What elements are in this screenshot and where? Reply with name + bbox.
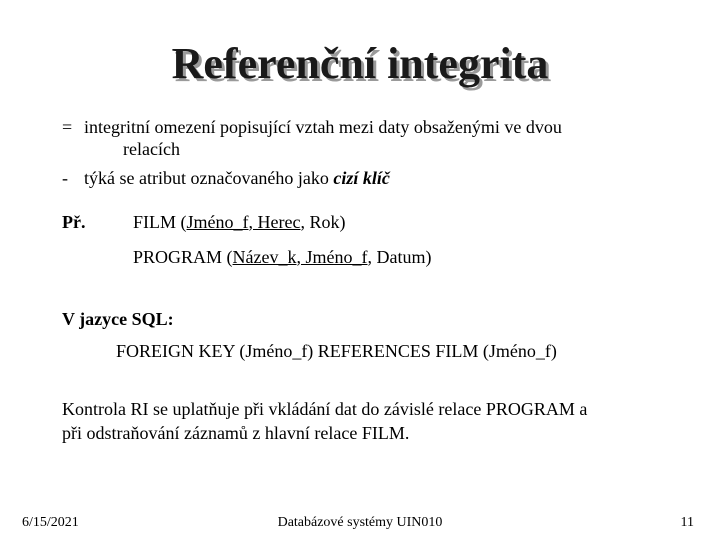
bullet-line: [84, 167, 390, 189]
slide-title: Referenční integrita: [171, 39, 549, 88]
program-attr-jmeno: Jméno_f: [305, 247, 368, 267]
bullet-marker: -: [62, 168, 68, 188]
sql-statement: FOREIGN KEY (Jméno_f) REFERENCES FILM (Jméno_f): [116, 341, 557, 361]
program-relation: [133, 246, 431, 268]
program-sep: ,: [296, 247, 306, 267]
sql-heading: V jazyce SQL:: [62, 309, 174, 329]
film-rest: , Rok): [300, 212, 346, 232]
control-line-2: při odstraňování záznamů z hlavní relace FILM.: [62, 423, 410, 443]
definition-line-1: integritní omezení popisující vztah mezi daty obsaženými ve dvou: [84, 117, 562, 137]
footer-date: 6/15/2021: [22, 515, 79, 530]
film-relation: [133, 211, 345, 233]
film-attr-jmeno: Jméno_f: [186, 212, 249, 232]
film-prefix: FILM (: [133, 212, 187, 232]
program-prefix: PROGRAM (: [133, 247, 233, 267]
control-line-1: Kontrola RI se uplatňuje při vkládání dat do závislé relace PROGRAM a: [62, 399, 588, 419]
foreign-key-term: cizí klíč: [333, 168, 390, 188]
bullet-text: týká se atribut označovaného jako: [84, 168, 334, 188]
definition-line-2: relacích: [123, 139, 180, 159]
footer-page-number: 11: [680, 515, 694, 530]
footer-course: Databázové systémy UIN010: [277, 515, 443, 530]
film-attr-herec: Herec: [257, 212, 301, 232]
program-rest: , Datum): [367, 247, 432, 267]
film-sep: ,: [248, 212, 258, 232]
example-label: Př.: [62, 212, 86, 232]
definition-marker: =: [62, 117, 73, 137]
program-attr-nazev: Název_k: [232, 247, 297, 267]
